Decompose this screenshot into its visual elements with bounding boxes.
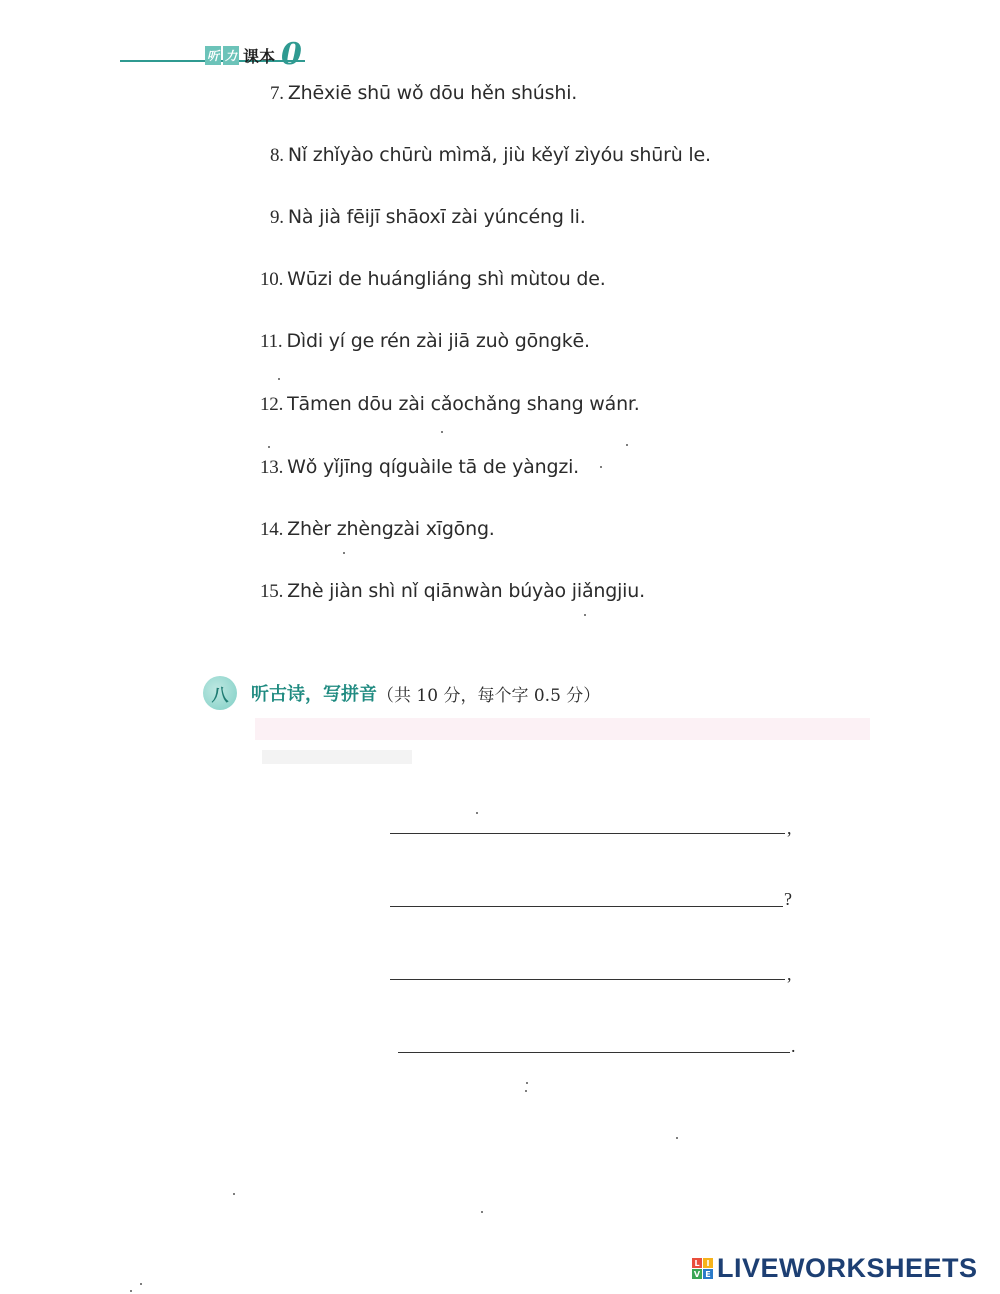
sentence-text: Nà jià fēijī shāoxī zài yúncéng li. [287,206,586,228]
scan-speck [584,614,586,616]
sentence-number: 11. [260,331,283,352]
sentence-text: Wǒ yǐjīng qíguàile tā de yàngzi. [287,456,580,478]
sentence-number: 8. [270,145,284,166]
sentence-item [270,206,586,229]
sentence-text: Tāmen dōu zài cǎochǎng shang wánr. [287,393,640,415]
header-title: 课本 [243,46,276,66]
book-header [205,37,302,72]
sentence-number: 7. [270,83,284,104]
scan-speck [140,1283,142,1285]
sentence-text: Zhēxiē shū wǒ dōu hěn shúshi. [287,82,578,104]
sentence-item [260,330,590,353]
sentence-number: 14. [260,519,284,540]
sentence-text: Wūzi de huángliáng shì mùtou de. [287,268,606,290]
blank-punctuation: ? [784,889,792,909]
sentence-text: Dìdi yí ge rén zài jiā zuò gōngkē. [286,330,590,352]
liveworksheets-logo [692,1253,978,1284]
sentence-number: 9. [270,207,284,228]
sentence-item [260,456,579,479]
section-heading [203,676,600,710]
scan-speck [441,431,443,433]
sentence-item [270,144,711,167]
sentence-number: 15. [260,581,284,602]
answer-blank[interactable] [398,1052,790,1053]
scan-speck [526,1082,528,1084]
scan-speck [525,1090,527,1092]
scan-speck [626,444,628,446]
faded-scan-area [262,750,412,764]
sentence-item [260,393,640,416]
sentence-text: Zhèr zhèngzài xīgōng. [287,518,495,540]
blank-punctuation: , [787,818,792,838]
header-badge-listen: 听 [205,46,221,65]
sentence-number: 10. [260,269,284,290]
header-badge-power: 力 [223,46,239,65]
sentence-text: Zhè jiàn shì nǐ qiānwàn búyào jiǎngjiu. [287,580,645,602]
scan-speck [268,446,270,448]
scan-speck [476,812,478,814]
logo-cell: L [692,1258,702,1268]
logo-mark-icon [692,1258,713,1279]
header-volume-number: 0 [281,37,302,72]
sentence-number: 13. [260,457,284,478]
blank-punctuation: , [787,964,792,984]
sentence-item [260,518,495,541]
logo-cell: I [703,1258,713,1268]
sentence-text: Nǐ zhǐyào chūrù mìmǎ, jiù kěyǐ zìyóu shūrù le. [287,144,711,166]
scan-speck [481,1211,483,1213]
answer-blank[interactable] [390,979,785,980]
sentence-item [260,268,606,291]
logo-wordmark: LIVEWORKSHEETS [717,1253,978,1283]
logo-cell: V [693,1269,701,1279]
blank-punctuation: . [791,1036,796,1056]
scan-speck [343,552,345,554]
sentence-item [270,82,577,105]
scan-speck [278,378,280,380]
answer-blank[interactable] [390,833,785,834]
scan-speck [676,1137,678,1139]
scan-speck [600,466,602,468]
section-number-badge: 八 [203,676,237,710]
logo-cell: E [703,1269,713,1279]
section-title: 听古诗，写拼音 [251,684,377,705]
section-scoring: （共 10 分，每个字 0.5 分） [377,685,601,706]
scan-speck [130,1290,132,1292]
sentence-number: 12. [260,394,284,415]
answer-blank[interactable] [390,906,783,907]
highlight-band [255,718,870,740]
sentence-item [260,580,645,603]
scan-speck [233,1193,235,1195]
